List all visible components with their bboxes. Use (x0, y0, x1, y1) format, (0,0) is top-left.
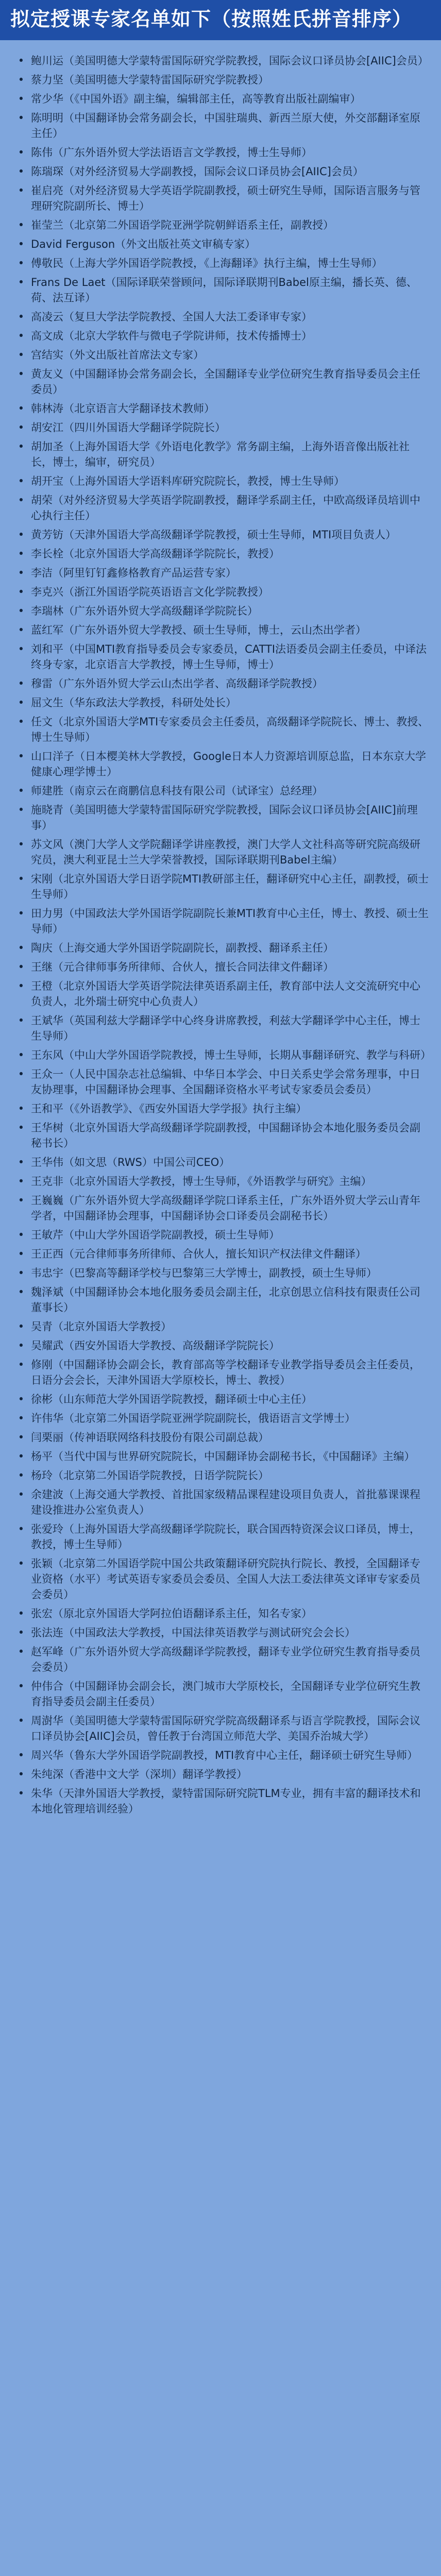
expert-entry: 王斌华（英国利兹大学翻译学中心终身讲席教授，利兹大学翻译学中心主任，博士生导师） (31, 1014, 420, 1042)
list-item (11, 72, 431, 88)
expert-entry: 蓝红军（广东外语外贸大学教授、硕士生导师，博士，云山杰出学者） (31, 624, 366, 636)
list-item (11, 695, 431, 710)
list-item (11, 1786, 431, 1817)
list-item (11, 1449, 431, 1464)
list-item (11, 145, 431, 160)
expert-entry: 胡开宝（上海外国语大学语料库研究院院长，教授，博士生导师） (31, 475, 345, 487)
bullet-icon: • (18, 1626, 25, 1639)
bullet-icon: • (18, 349, 25, 361)
title-bar (0, 0, 441, 40)
expert-entry: 崔莹兰（北京第二外国语学院亚洲学院朝鲜语系主任，副教授） (31, 219, 334, 231)
list-item (11, 1521, 431, 1552)
bullet-icon: • (18, 605, 25, 617)
bullet-icon: • (18, 750, 25, 762)
bullet-icon: • (18, 716, 25, 728)
list-item (11, 439, 431, 470)
bullet-icon: • (18, 1450, 25, 1463)
bullet-icon: • (18, 586, 25, 598)
expert-entry: 吴耀武（西安外国语大学教授、高级翻译学院院长） (31, 1340, 280, 1352)
bullet-icon: • (18, 402, 25, 415)
list-item (11, 1679, 431, 1709)
expert-entry: 徐彬（山东师范大学外国语学院教授，翻译硕士中心主任） (31, 1393, 312, 1405)
bullet-icon: • (18, 1156, 25, 1168)
bullet-icon: • (18, 1557, 25, 1570)
bullet-icon: • (18, 1286, 25, 1298)
list-item (11, 1101, 431, 1116)
list-item (11, 420, 431, 435)
bullet-icon: • (18, 93, 25, 105)
bullet-icon: • (18, 838, 25, 851)
expert-entry: 李洁（阿里钉钉鑫修格教育产品运营专家） (31, 567, 236, 579)
list-item (11, 1338, 431, 1353)
bullet-icon: • (18, 1122, 25, 1134)
bullet-icon: • (18, 368, 25, 380)
bullet-icon: • (18, 475, 25, 487)
bullet-icon: • (18, 624, 25, 636)
bullet-icon: • (18, 1646, 25, 1658)
bullet-icon: • (18, 257, 25, 269)
expert-list (11, 53, 431, 1820)
bullet-icon: • (18, 529, 25, 541)
expert-entry: 李瑞林（广东外语外贸大学高级翻译学院院长） (31, 605, 258, 617)
expert-entry: 王东风（中山大学外国语学院教授，博士生导师，长期从事翻译研究、教学与科研） (31, 1049, 431, 1061)
expert-entry: 崔启亮（对外经济贸易大学英语学院副教授，硕士研究生导师，国际语言服务与管理研究院副所长、博士） (31, 184, 420, 212)
list-item (11, 1392, 431, 1407)
bullet-icon: • (18, 548, 25, 560)
bullet-icon: • (18, 238, 25, 250)
expert-entry: 许伟华（北京第二外国语学院亚洲学院副院长，俄语语言文学博士） (31, 1412, 355, 1425)
expert-entry: 任文（北京外国语大学MTI专家委员会主任委员，高级翻译学院院长、博士、教授、博士生导师） (31, 716, 429, 743)
expert-entry: 常少华（《中国外语》副主编，编辑部主任，高等教育出版社副编审） (31, 93, 361, 105)
expert-entry: 傅敬民（上海大学外国语学院教授，《上海翻译》执行主编，博士生导师） (31, 257, 383, 269)
expert-entry: 李克兴（浙江外国语学院英语语言文化学院教授） (31, 586, 269, 598)
expert-entry: 山口洋子（日本樱美林大学教授，Google日本人力资源培训原总监，日本东京大学健康心理学博士） (31, 750, 427, 778)
expert-entry: 施晓青（美国明德大学蒙特雷国际研究学院教授，国际会议口译员协会[AIIC]前理事） (31, 804, 418, 832)
expert-entry: 王橙（北京外国语大学英语学院法律英语系副主任，教育部中法人文交流研究中心负责人，北外瑞士研究中心负责人） (31, 980, 420, 1008)
expert-entry: 吴青（北京外国语大学教授） (31, 1320, 172, 1333)
list-item (11, 603, 431, 619)
list-item (11, 1227, 431, 1243)
bullet-icon: • (18, 961, 25, 973)
bullet-icon: • (18, 421, 25, 434)
expert-entry: 黄芳钫（天津外国语大学高级翻译学院教授，硕士生导师，MTI项目负责人） (31, 529, 397, 541)
list-item (11, 1411, 431, 1426)
expert-entry: 田力男（中国政法大学外国语学院副院长兼MTI教育中心主任，博士、教授、硕士生导师） (31, 907, 429, 935)
list-item (11, 164, 431, 179)
bullet-icon: • (18, 1068, 25, 1080)
list-item (11, 183, 431, 214)
list-item (11, 256, 431, 271)
list-item (11, 546, 431, 562)
bullet-icon: • (18, 184, 25, 197)
expert-entry: 黄友义（中国翻译协会常务副会长，全国翻译专业学位研究生教育指导委员会主任委员） (31, 368, 420, 396)
expert-entry: 王华伟（如文思（RWS）中国公司CEO） (31, 1156, 230, 1168)
bullet-icon: • (18, 1523, 25, 1535)
list-item (11, 1625, 431, 1640)
expert-entry: 余建波（上海交通大学教授、首批国家级精品课程建设项目负责人，首批慕课课程建设推进办公室负责人） (31, 1488, 420, 1516)
bullet-icon: • (18, 567, 25, 579)
list-item (11, 837, 431, 868)
list-item (11, 1193, 431, 1224)
bullet-icon: • (18, 677, 25, 690)
bullet-icon: • (18, 165, 25, 178)
list-item (11, 1713, 431, 1744)
expert-entry: 陈明明（中国翻译协会常务副会长，中国驻瑞典、新西兰原大使，外交部翻译室原主任） (31, 112, 420, 140)
bullet-icon: • (18, 697, 25, 709)
bullet-icon: • (18, 785, 25, 797)
list-item (11, 783, 431, 799)
list-item (11, 1047, 431, 1063)
expert-entry: 张爱玲（上海外国语大学高级翻译学院院长，联合国西特资深会议口译员，博士，教授，博士生导师） (31, 1523, 420, 1551)
bullet-icon: • (18, 219, 25, 231)
expert-entry: 韩林涛（北京语言大学翻译技术教师） (31, 402, 215, 415)
expert-entry: 张颖（北京第二外国语学院中国公共政策翻译研究院执行院长、教授，全国翻译专业资格（水平）考试英语专家委员会委员、全国人大法工委法律英文译审专家委员会委员） (31, 1557, 420, 1601)
list-item (11, 1246, 431, 1262)
bullet-icon: • (18, 1229, 25, 1241)
expert-entry: 高凌云（复旦大学法学院教授、全国人大法工委译审专家） (31, 311, 312, 323)
page-title: 拟定授课专家名单如下（按照姓氏拼音排序） (10, 8, 413, 30)
expert-entry: 仲伟合（中国翻译协会副会长，澳门城市大学原校长，全国翻译专业学位研究生教育指导委员会副主任委员） (31, 1680, 420, 1708)
list-item (11, 584, 431, 600)
expert-entry: 胡加圣（上海外国语大学《外语电化教学》常务副主编，上海外语音像出版社社长，博士，编审，研究员） (31, 440, 410, 468)
expert-entry: 修刚（中国翻译协会副会长，教育部高等学校翻译专业教学指导委员会主任委员，日语分会会长，天津外国语大学原校长，博士、教授） (31, 1359, 420, 1386)
bullet-icon: • (18, 1248, 25, 1260)
bullet-icon: • (18, 1749, 25, 1761)
expert-entry: 陈瑞琛（对外经济贸易大学副教授，国际会议口译员协会[AIIC]会员） (31, 165, 364, 178)
expert-entry: 赵军峰（广东外语外贸大学高级翻译学院教授，翻译专业学位研究生教育指导委员会委员） (31, 1646, 420, 1673)
bullet-icon: • (18, 1359, 25, 1371)
expert-entry: 胡安江（四川外国语大学翻译学院院长） (31, 421, 226, 434)
list-item (11, 802, 431, 833)
bullet-icon: • (18, 980, 25, 992)
bullet-icon: • (18, 1049, 25, 1061)
expert-entry: 王众一（人民中国杂志社总编辑、中华日本学会、中日关系史学会常务理事，中日友协理事，中国翻译协会理事、全国翻译资格水平考试专家委员会委员） (31, 1068, 420, 1096)
list-item (11, 309, 431, 325)
expert-entry: 朱纯深（香港中文大学（深圳）翻译学教授） (31, 1768, 247, 1781)
expert-entry: 朱华（天津外国语大学教授，蒙特雷国际研究院TLM专业，拥有丰富的翻译技术和本地化管理培训经验） (31, 1787, 421, 1815)
expert-entry: David Ferguson（外文出版社英文审稿专家） (31, 238, 256, 250)
list-item (11, 1644, 431, 1675)
list-item (11, 978, 431, 1009)
list-item (11, 366, 431, 397)
expert-entry: 李长栓（北京外国语大学高级翻译学院院长，教授） (31, 548, 280, 560)
expert-entry: 周澍华（美国明德大学蒙特雷国际研究学院高级翻译系与语言学院教授，国际会议口译员协会[AIIC]会员，曾任教于台湾国立师范大学、美国乔治城大学） (31, 1715, 420, 1742)
bullet-icon: • (18, 1469, 25, 1482)
list-item (11, 473, 431, 489)
list-item (11, 328, 431, 344)
bullet-icon: • (18, 1715, 25, 1727)
expert-entry: 蔡力坚（美国明德大学蒙特雷国际研究学院教授） (31, 74, 269, 86)
list-item (11, 1265, 431, 1281)
expert-entry: 穆雷（广东外语外贸大学云山杰出学者、高级翻译学院教授） (31, 677, 323, 690)
list-item (11, 871, 431, 902)
list-item (11, 641, 431, 672)
bullet-icon: • (18, 1103, 25, 1115)
bullet-icon: • (18, 311, 25, 323)
expert-entry: 王继（元合律师事务所律师、合伙人，擅长合同法律文件翻译） (31, 961, 334, 973)
expert-entry: 杨玲（北京第二外国语学院教授，日语学院院长） (31, 1469, 269, 1482)
expert-entry: 王华树（北京外国语大学高级翻译学院副教授，中国翻译协会本地化服务委员会副秘书长） (31, 1122, 420, 1149)
bullet-icon: • (18, 74, 25, 86)
list-item (11, 1155, 431, 1170)
bullet-icon: • (18, 1680, 25, 1692)
list-item (11, 1319, 431, 1334)
bullet-icon: • (18, 1340, 25, 1352)
list-item (11, 1284, 431, 1315)
bullet-icon: • (18, 112, 25, 124)
list-item (11, 53, 431, 69)
list-item (11, 1767, 431, 1782)
bullet-icon: • (18, 1607, 25, 1620)
bullet-icon: • (18, 942, 25, 954)
list-item (11, 940, 431, 956)
bullet-icon: • (18, 1267, 25, 1279)
expert-entry: 师建胜（南京云在商鹏信息科技有限公司（试译宝）总经理） (31, 785, 323, 797)
expert-entry: 王正西（元合律师事务所律师、合伙人，擅长知识产权法律文件翻译） (31, 1248, 366, 1260)
bullet-icon: • (18, 873, 25, 885)
expert-entry: 刘和平（中国MTI教育指导委员会专家委员，CATTI法语委员会副主任委员，中译法终身专家，北京语言大学教授，博士生导师，博士） (31, 643, 427, 671)
list-item (11, 1013, 431, 1044)
expert-entry: 闫栗丽（传神语联网络科技股份有限公司副总裁） (31, 1431, 269, 1444)
bullet-icon: • (18, 1488, 25, 1501)
expert-entry: 杨平（当代中国与世界研究院院长，中国翻译协会副秘书长，《中国翻译》主编） (31, 1450, 415, 1463)
list-item (11, 1487, 431, 1518)
bullet-icon: • (18, 55, 25, 67)
bullet-icon: • (18, 907, 25, 920)
list-item (11, 217, 431, 233)
expert-entry: 王克非（北京外国语大学教授，博士生导师，《外语教学与研究》主编） (31, 1175, 372, 1188)
bullet-icon: • (18, 276, 25, 289)
list-item (11, 1174, 431, 1189)
list-item (11, 1066, 431, 1097)
list-item (11, 1748, 431, 1763)
list-item (11, 1556, 431, 1602)
expert-entry: 韦忠宇（巴黎高等翻译学校与巴黎第三大学博士，副教授，硕士生导师） (31, 1267, 377, 1279)
bullet-icon: • (18, 1393, 25, 1405)
bullet-icon: • (18, 1014, 25, 1027)
list-item (11, 906, 431, 937)
list-item (11, 565, 431, 581)
bullet-icon: • (18, 146, 25, 159)
list-item (11, 676, 431, 691)
bullet-icon: • (18, 1787, 25, 1800)
bullet-icon: • (18, 1320, 25, 1333)
bullet-icon: • (18, 330, 25, 342)
expert-entry: 张法连（中国政法大学教授，中国法律英语教学与测试研究会会长） (31, 1626, 355, 1639)
expert-entry: 宋刚（北京外国语大学日语学院MTI教研部主任，翻译研究中心主任，副教授，硕士生导师） (31, 873, 429, 901)
expert-entry: 胡荣（对外经济贸易大学英语学院副教授，翻译学系副主任，中欧高级译员培训中心执行主任） (31, 494, 420, 522)
list-item (11, 622, 431, 638)
list-item (11, 110, 431, 141)
expert-entry: 周兴华（鲁东大学外国语学院副教授，MTI教育中心主任，翻译硕士研究生导师） (31, 1749, 418, 1761)
expert-entry: 王巍巍（广东外语外贸大学高级翻译学院口译系主任，广东外语外贸大学云山青年学者，中国翻译协会理事，中国翻译协会口译委员会副秘书长） (31, 1194, 420, 1222)
expert-entry: 苏文风（澳门大学人文学院翻译学讲座教授，澳门大学人文社科高等研究院高级研究员，澳大利亚昆士兰大学荣誉教授，国际译联期刊Babel主编） (31, 838, 420, 866)
expert-entry: Frans De Laet（国际译联荣誉顾问，国际译联期刊Babel原主编，播长英、德、荷、法互译） (31, 276, 417, 304)
bullet-icon: • (18, 804, 25, 816)
list-item (11, 347, 431, 363)
bullet-icon: • (18, 494, 25, 506)
list-item (11, 401, 431, 416)
bullet-icon: • (18, 440, 25, 453)
expert-entry: 王和平（《外语教学》、《西安外国语大学学报》执行主编） (31, 1103, 307, 1115)
list-item (11, 1468, 431, 1483)
expert-entry: 张宏（原北京外国语大学阿拉伯语翻译系主任，知名专家） (31, 1607, 312, 1620)
list-item (11, 1430, 431, 1445)
bullet-icon: • (18, 1175, 25, 1188)
expert-entry: 宫结实（外文出版社首席法文专家） (31, 349, 204, 361)
list-item (11, 959, 431, 975)
list-item (11, 714, 431, 745)
list-item (11, 749, 431, 779)
list-item (11, 493, 431, 523)
expert-entry: 高文成（北京大学软件与微电子学院讲师，技术传播博士） (31, 330, 312, 342)
bullet-icon: • (18, 1194, 25, 1207)
list-item (11, 1606, 431, 1621)
expert-entry: 魏泽斌（中国翻译协会本地化服务委员会副主任，北京创思立信科技有限责任公司董事长） (31, 1286, 420, 1314)
list-item (11, 1357, 431, 1388)
list-item (11, 275, 431, 306)
expert-entry: 陶庆（上海交通大学外国语学院副院长，副教授、翻译系主任） (31, 942, 334, 954)
list-item (11, 236, 431, 252)
list-item (11, 1120, 431, 1151)
list-item (11, 527, 431, 543)
expert-entry: 王敏芹（中山大学外国语学院副教授，硕士生导师） (31, 1229, 280, 1241)
expert-entry: 陈伟（广东外语外贸大学法语语言文学教授，博士生导师） (31, 146, 312, 159)
list-item (11, 91, 431, 107)
bullet-icon: • (18, 1412, 25, 1425)
bullet-icon: • (18, 1768, 25, 1781)
expert-entry: 鲍川运（美国明德大学蒙特雷国际研究学院教授，国际会议口译员协会[AIIC]会员） (31, 55, 429, 67)
expert-entry: 屈文生（华东政法大学教授，科研处处长） (31, 697, 236, 709)
bullet-icon: • (18, 643, 25, 655)
bullet-icon: • (18, 1431, 25, 1444)
